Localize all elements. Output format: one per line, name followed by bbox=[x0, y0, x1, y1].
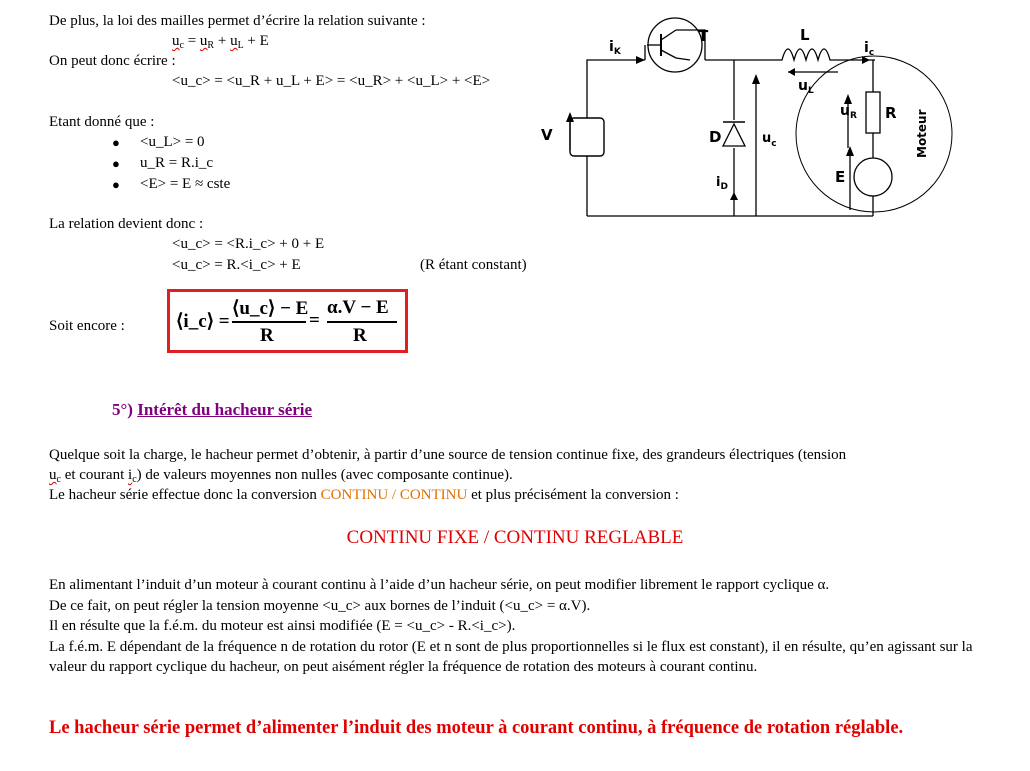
formula-box bbox=[167, 289, 408, 353]
label-ul: $u_L$ bbox=[798, 78, 814, 96]
section-title: 5°) Intérêt du hacheur série bbox=[112, 400, 313, 419]
equation-mesh: $u_c = u_R + u_L + E$ bbox=[172, 33, 269, 51]
fraction-bar bbox=[232, 321, 306, 323]
para1-line3: Le hacheur série effectue donc la conversion CONTINU / CONTINU et plus précisément la conversion : bbox=[49, 487, 679, 503]
given-title: Etant donné que : bbox=[49, 114, 155, 130]
formula-lhs: ⟨i_c⟩ = bbox=[176, 311, 230, 332]
circuit-diagram bbox=[530, 0, 1030, 230]
para2-line3: Il en résulte que la f.é.m. du moteur est ainsi modifiée (E = <u_c> - R.<i_c>). bbox=[49, 618, 516, 634]
equation-average: <u_c> = <u_R + u_L + E> = <u_R> + <u_L> + <E> bbox=[172, 73, 491, 89]
label-t: T bbox=[698, 27, 709, 45]
given-item: u_R = R.i_c bbox=[140, 155, 214, 171]
para2-line2: De ce fait, on peut régler la tension moyenne <u_c> aux bornes de l’induit (<u_c> = α.V). bbox=[49, 598, 591, 614]
label-moteur: Moteur bbox=[915, 109, 929, 158]
label-uc: $u_c$ bbox=[762, 131, 777, 149]
label-e: E bbox=[835, 168, 846, 186]
formula-den2: R bbox=[353, 325, 367, 346]
relation-note: (R étant constant) bbox=[420, 257, 527, 273]
formula-num1: ⟨u_c⟩ − E bbox=[232, 298, 309, 319]
relation-eq2: <u_c> = R.<i_c> + E bbox=[172, 257, 301, 273]
label-l: L bbox=[800, 26, 810, 44]
label-ik: $i_K$ bbox=[609, 39, 621, 57]
given-item: <E> = E ≈ cste bbox=[140, 176, 231, 192]
intro-line2: On peut donc écrire : bbox=[49, 53, 176, 69]
relation-title: La relation devient donc : bbox=[49, 216, 204, 232]
label-r: R bbox=[885, 104, 897, 122]
bullet-icon: ● bbox=[112, 156, 120, 171]
bullet-icon: ● bbox=[112, 177, 120, 192]
given-item: <u_L> = 0 bbox=[140, 134, 205, 150]
para1-line2: $u_c$ et courant $i_c$) de valeurs moyennes non nulles (avec composante continue). bbox=[49, 467, 513, 485]
relation-eq1: <u_c> = <R.i_c> + 0 + E bbox=[172, 236, 325, 252]
label-id: $i_D$ bbox=[716, 175, 728, 192]
formula-label: Soit encore : bbox=[49, 318, 125, 334]
fraction-bar bbox=[327, 321, 397, 323]
intro-line1: De plus, la loi des mailles permet d’écrire la relation suivante : bbox=[49, 13, 426, 29]
label-d: D bbox=[709, 128, 722, 146]
formula-num2: α.V − E bbox=[327, 297, 389, 318]
para2-line1: En alimentant l’induit d’un moteur à courant continu à l’aide d’un hacheur série, on peut modifier librement le rapport cyclique α. bbox=[49, 577, 830, 593]
label-ic: $i_c$ bbox=[864, 40, 875, 58]
label-v: V bbox=[541, 126, 553, 144]
label-ur: $u_R$ bbox=[840, 103, 857, 121]
formula-eq: = bbox=[309, 310, 320, 331]
conclusion: Le hacheur série permet d’alimenter l’induit des moteur à courant continu, à fréquence de rotation réglable. bbox=[49, 718, 904, 738]
bullet-icon: ● bbox=[112, 135, 120, 150]
formula-den1: R bbox=[260, 325, 274, 346]
para2-line4: La f.é.m. E dépendant de la fréquence n de rotation du rotor (E et n sont de plus proportionnelles si le flux est constant), il en résulte, qu’en agissant sur la valeur du rapport cyclique du hacheur, on peut aisément régler la fréquence de rotation des moteurs à courant continu. bbox=[49, 639, 973, 675]
para1-line1: Quelque soit la charge, le hacheur permet d’obtenir, à partir d’une source de tension continue fixe, des grandeurs électriques (tension bbox=[49, 447, 847, 463]
conversion-highlight: CONTINU FIXE / CONTINU REGLABLE bbox=[346, 527, 684, 548]
